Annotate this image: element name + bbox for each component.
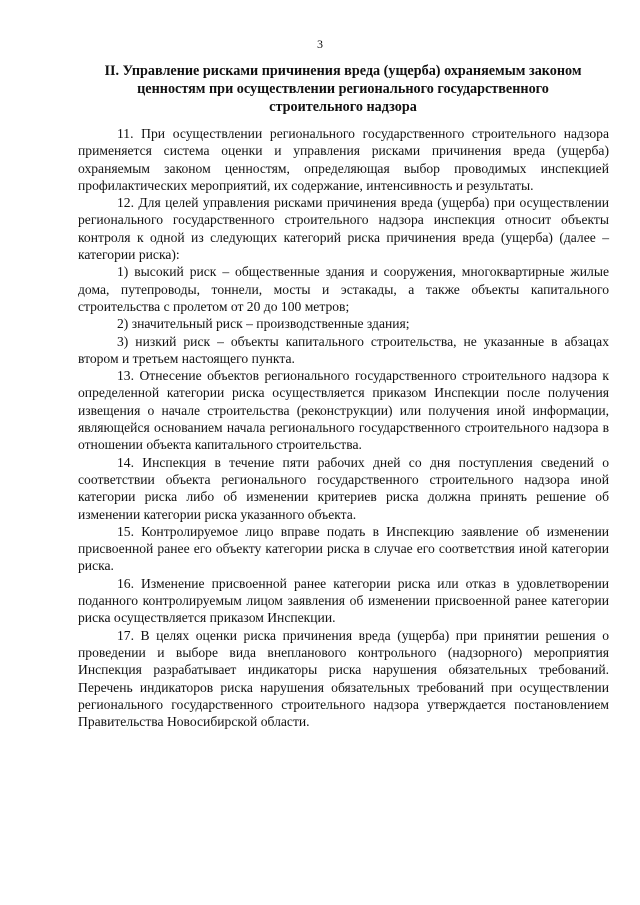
paragraph-risk-significant: 2) значительный риск – производственные здания;: [117, 316, 410, 332]
page-number: 3: [317, 37, 323, 51]
section-heading: [78, 62, 608, 116]
section-heading-line: строительного надзора: [269, 99, 417, 115]
paragraph-item-12: 12. Для целей управления рисками причинения вреда (ущерба) при осуществлении регионального государственного строительного надзора инспекция относит объекты контроля к одной из следующих категорий риска причинения вреда (ущерба) (далее – категории риска):: [78, 195, 609, 263]
paragraph-risk-low: 3) низкий риск – объекты капитального строительства, не указанные в абзацах втором и третьем настоящего пункта.: [78, 333, 609, 366]
paragraph-item-16: 16. Изменение присвоенной ранее категории риска или отказ в удовлетворении поданного контролируемым лицом заявления об изменении присвоенной ранее категории риска осуществляется приказом Инспекции.: [78, 575, 609, 626]
paragraph-risk-high: 1) высокий риск – общественные здания и сооружения, многоквартирные жилые дома, путепроводы, тоннели, мосты и эстакады, а также объекты капитального строительства с пролетом от 20 до 100 метров;: [78, 264, 609, 314]
section-heading-line: II. Управление рисками причинения вреда (ущерба) охраняемым законом: [104, 63, 582, 79]
document-body: [78, 125, 609, 730]
section-heading-line: ценностям при осуществлении регионального государственного: [137, 81, 549, 97]
paragraph-item-13: 13. Отнесение объектов регионального государственного строительного надзора к определенной категории риска осуществляется приказом Инспекции после получения извещения о начале строительства (реконструкции) или получения иной информации, являющейся основанием начала регионального государственного строительного надзора в отношении объекта капитального строительства.: [78, 368, 609, 453]
paragraph-item-17: 17. В целях оценки риска причинения вреда (ущерба) при принятии решения о проведении и выборе вида внепланового контрольного (надзорного) мероприятия Инспекция разрабатывает индикаторы риска нарушения обязательных требований. Перечень индикаторов риска нарушения обязательных требований при осуществлении регионального государственного строительного надзора утверждается постановлением Правительства Новосибирской области.: [78, 627, 609, 730]
paragraph-item-15: 15. Контролируемое лицо вправе подать в Инспекцию заявление об изменении присвоенной ранее его объекту категории риска в случае его соответствия иной категории риска.: [78, 523, 609, 574]
paragraph-item-14: 14. Инспекция в течение пяти рабочих дней со дня поступления сведений о соответствии объекта регионального государственного строительного надзора иной категории риска либо об изменении критериев риска должна принять решение об изменении категории риска указанного объекта.: [78, 454, 609, 522]
paragraph-item-11: 11. При осуществлении регионального государственного строительного надзора применяется система оценки и управления рисками причинения вреда (ущерба) охраняемым законом ценностям, определяющая выбор проводимых инспекцией профилактических мероприятий, их содержание, интенсивность и результаты.: [78, 126, 609, 193]
